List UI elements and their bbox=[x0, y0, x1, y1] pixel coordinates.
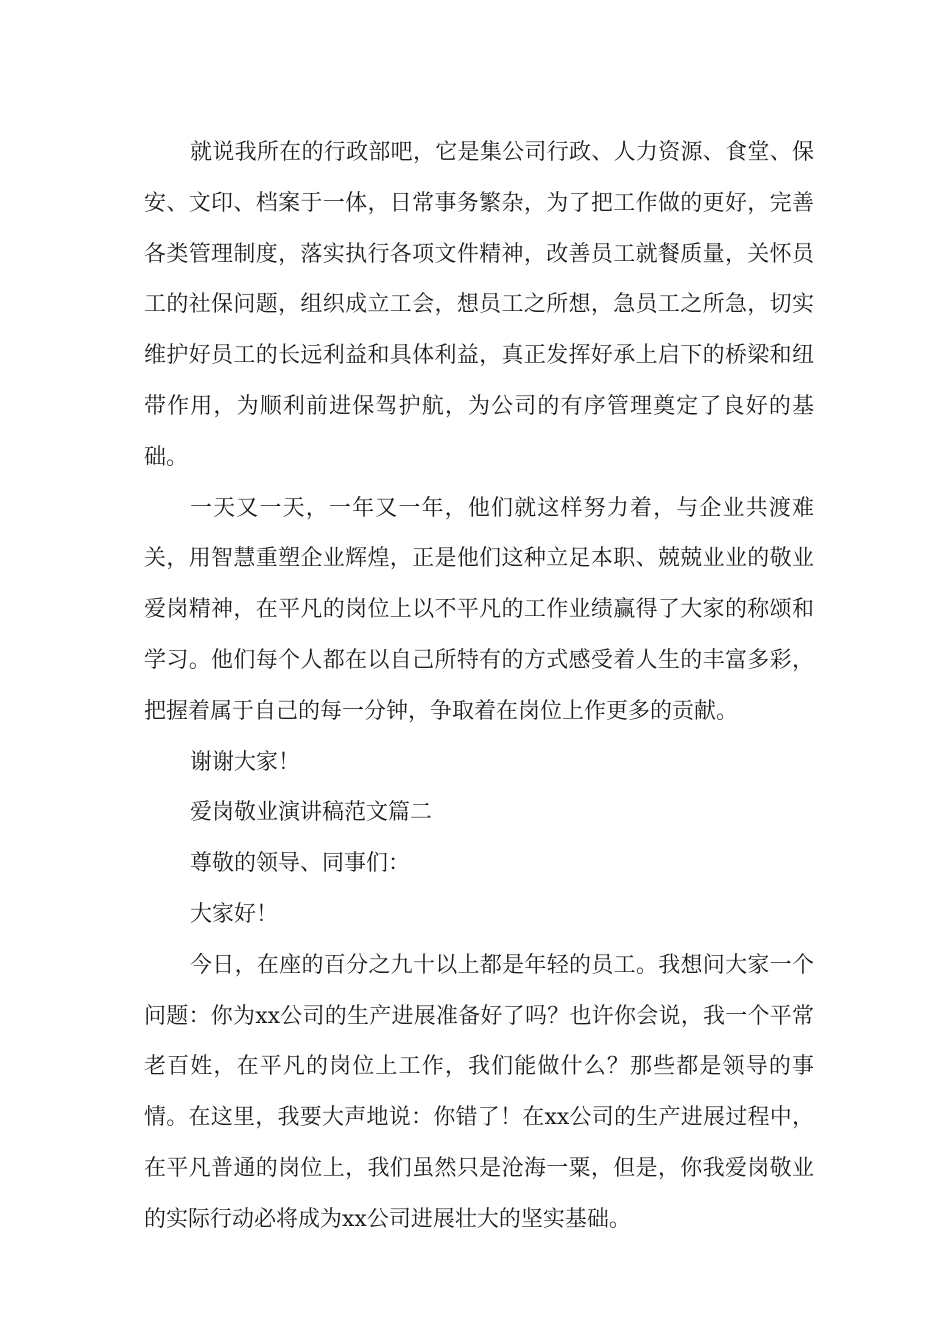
paragraph-admin-department: 就说我所在的行政部吧，它是集公司行政、人力资源、食堂、保安、文印、档案于一体，日常事务繁杂，为了把工作做的更好，完善各类管理制度，落实执行各项文件精神，改善员工就餐质量，关怀员工的社保问题，组织成立工会，想员工之所想，急员工之所急，切实维护好员工的长远利益和具体利益，真正发挥好承上启下的桥梁和纽带作用，为顺利前进保驾护航，为公司的有序管理奠定了良好的基础。 bbox=[144, 140, 814, 470]
section-heading: 爱岗敬业演讲稿范文篇二 bbox=[190, 800, 433, 826]
document-body bbox=[144, 128, 814, 1246]
paragraph-day-after-day: 一天又一天，一年又一年，他们就这样努力着，与企业共渡难关，用智慧重塑企业辉煌，正是他们这种立足本职、兢兢业业的敬业爱岗精神，在平凡的岗位上以不平凡的工作业绩赢得了大家的称颂和学习。他们每个人都在以自己所特有的方式感受着人生的丰富多彩，把握着属于自己的每一分钟，争取着在岗位上作更多的贡献。 bbox=[144, 495, 814, 724]
salutation: 尊敬的领导、同事们： bbox=[190, 851, 411, 877]
paragraph-thanks: 谢谢大家！ bbox=[190, 749, 301, 775]
paragraph-today: 今日，在座的百分之九十以上都是年轻的员工。我想问大家一个问题：你为xx公司的生产进展准备好了吗？也许你会说，我一个平常老百姓，在平凡的岗位上工作，我们能做什么？那些都是领导的事情。在这里，我要大声地说：你错了！在xx公司的生产进展过程中，在平凡普通的岗位上，我们虽然只是沧海一粟，但是，你我爱岗敬业的实际行动必将成为xx公司进展壮大的坚实基础。 bbox=[144, 952, 814, 1232]
greeting: 大家好！ bbox=[190, 901, 279, 927]
